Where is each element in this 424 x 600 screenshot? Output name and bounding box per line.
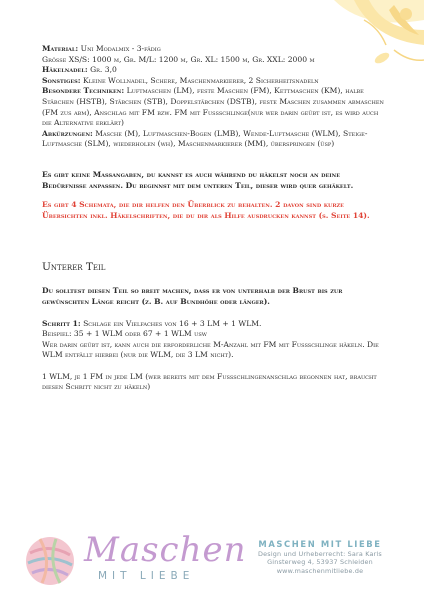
sonstiges-label: Sonstiges: bbox=[42, 75, 81, 85]
website-link[interactable]: www.maschenmitliebe.de bbox=[276, 566, 364, 575]
logo-script: Maschen bbox=[84, 530, 247, 570]
sonstiges-line bbox=[42, 76, 387, 87]
groesse-line: Grösse XS/S: 1000 m, Gr. M/L: 1200 m, Gr. XL: 1500 m, Gr. XXL: 2000 m bbox=[42, 54, 315, 64]
note-massangaben: Es gibt keine Massangaben, du kannst es auch während du häkelst noch an deine Bedürfnisse anpassen. Du beginnst mit dem unteren Teil, dieser wird quer gehäkelt. bbox=[42, 169, 354, 190]
note-schemata: Es gibt 4 Schemata, die dir helfen den Überblick zu behalten. 2 davon sind kurze Übersichten inkl. Häkelschriften, die du dir als Hilfe ausdrucken kannst (s. Seite 14). bbox=[42, 200, 370, 220]
techniken-label: Besondere Techniken: bbox=[42, 86, 125, 96]
sonstiges-text: Kleine Wollnadel, Schere, Maschenmarkierer, 2 Sicherheitsnadeln bbox=[83, 75, 319, 85]
abkuerzungen-text: Masche (M), Luftmaschen-Bogen (LMB), Wende-Luftmasche (WLM), Steige-Luftmasche (SLM), wiederholen (wh), Maschenmarkierer (MM), überspringen (üsp) bbox=[42, 128, 368, 149]
haekelnadel-text: Gr. 3,0 bbox=[90, 65, 117, 75]
techniken-line bbox=[42, 86, 387, 128]
contact-block bbox=[240, 538, 400, 575]
beispiel-line: Beispiel: 35 + 1 WLM oder 67 + 1 WLM usw bbox=[42, 329, 207, 339]
techniken-text: Luftmaschen (LM), feste Maschen (FM), Kettmaschen (KM), halbe Stäbchen (HSTB), Stäbchen (STB), Doppelstäbchen (DSTB), feste Maschen zusammen abmaschen (FM zus abm), Anschlag mit FM bzw. FM mit Fussschlinge(nur wer darin geübt ist, es wird auch die Alternative erklärt) bbox=[42, 86, 384, 128]
abkuerzungen-label: Abkürzungen: bbox=[42, 128, 93, 138]
yarn-ball-icon bbox=[22, 533, 78, 589]
material-label: Material: bbox=[42, 44, 79, 53]
logo-subtitle: MIT LIEBE bbox=[98, 570, 195, 582]
brand-name: MASCHEN MIT LIEBE bbox=[258, 539, 382, 549]
content bbox=[42, 44, 387, 393]
schritt1-line bbox=[42, 319, 387, 330]
schritt1-text: Schlage ein Vielfaches von 16 + 3 LM + 1 WLM. bbox=[83, 318, 262, 328]
abkuerzungen-line bbox=[42, 129, 387, 150]
haekelnadel-line bbox=[42, 65, 387, 76]
section-intro: Du solltest diesen Teil so breit machen, dass er von unterhalb der Brust bis zur gewünschten Länge reicht (z. B. auf Bundhöhe oder länger). bbox=[42, 286, 343, 306]
haekelnadel-label: Häkelnadel: bbox=[42, 65, 88, 75]
footer bbox=[0, 528, 424, 600]
fussschlinge-line: Wer darin geübt ist, kann auch die erforderliche M-Anzahl mit FM mit Fussschlinge häkeln. Die WLM entfällt hierbei (nur die WLM, die 3 LM nicht). bbox=[42, 339, 379, 360]
copyright: Design und Urheberrecht: Sara Karls bbox=[258, 550, 382, 558]
reihe1-line: 1 WLM, je 1 FM in jede LM (wer bereits mit dem Fussschlingenanschlag begonnen hat, braucht diesen Schritt nicht zu häkeln) bbox=[42, 371, 377, 392]
material-line bbox=[42, 44, 387, 55]
address: Ginsterweg 4, 53937 Schleiden bbox=[267, 558, 373, 567]
section-title: Unterer Teil bbox=[42, 261, 106, 274]
material-text: Uni Modalmix - 3-fädig bbox=[80, 44, 161, 53]
schritt1-label: Schritt 1: bbox=[42, 318, 81, 328]
